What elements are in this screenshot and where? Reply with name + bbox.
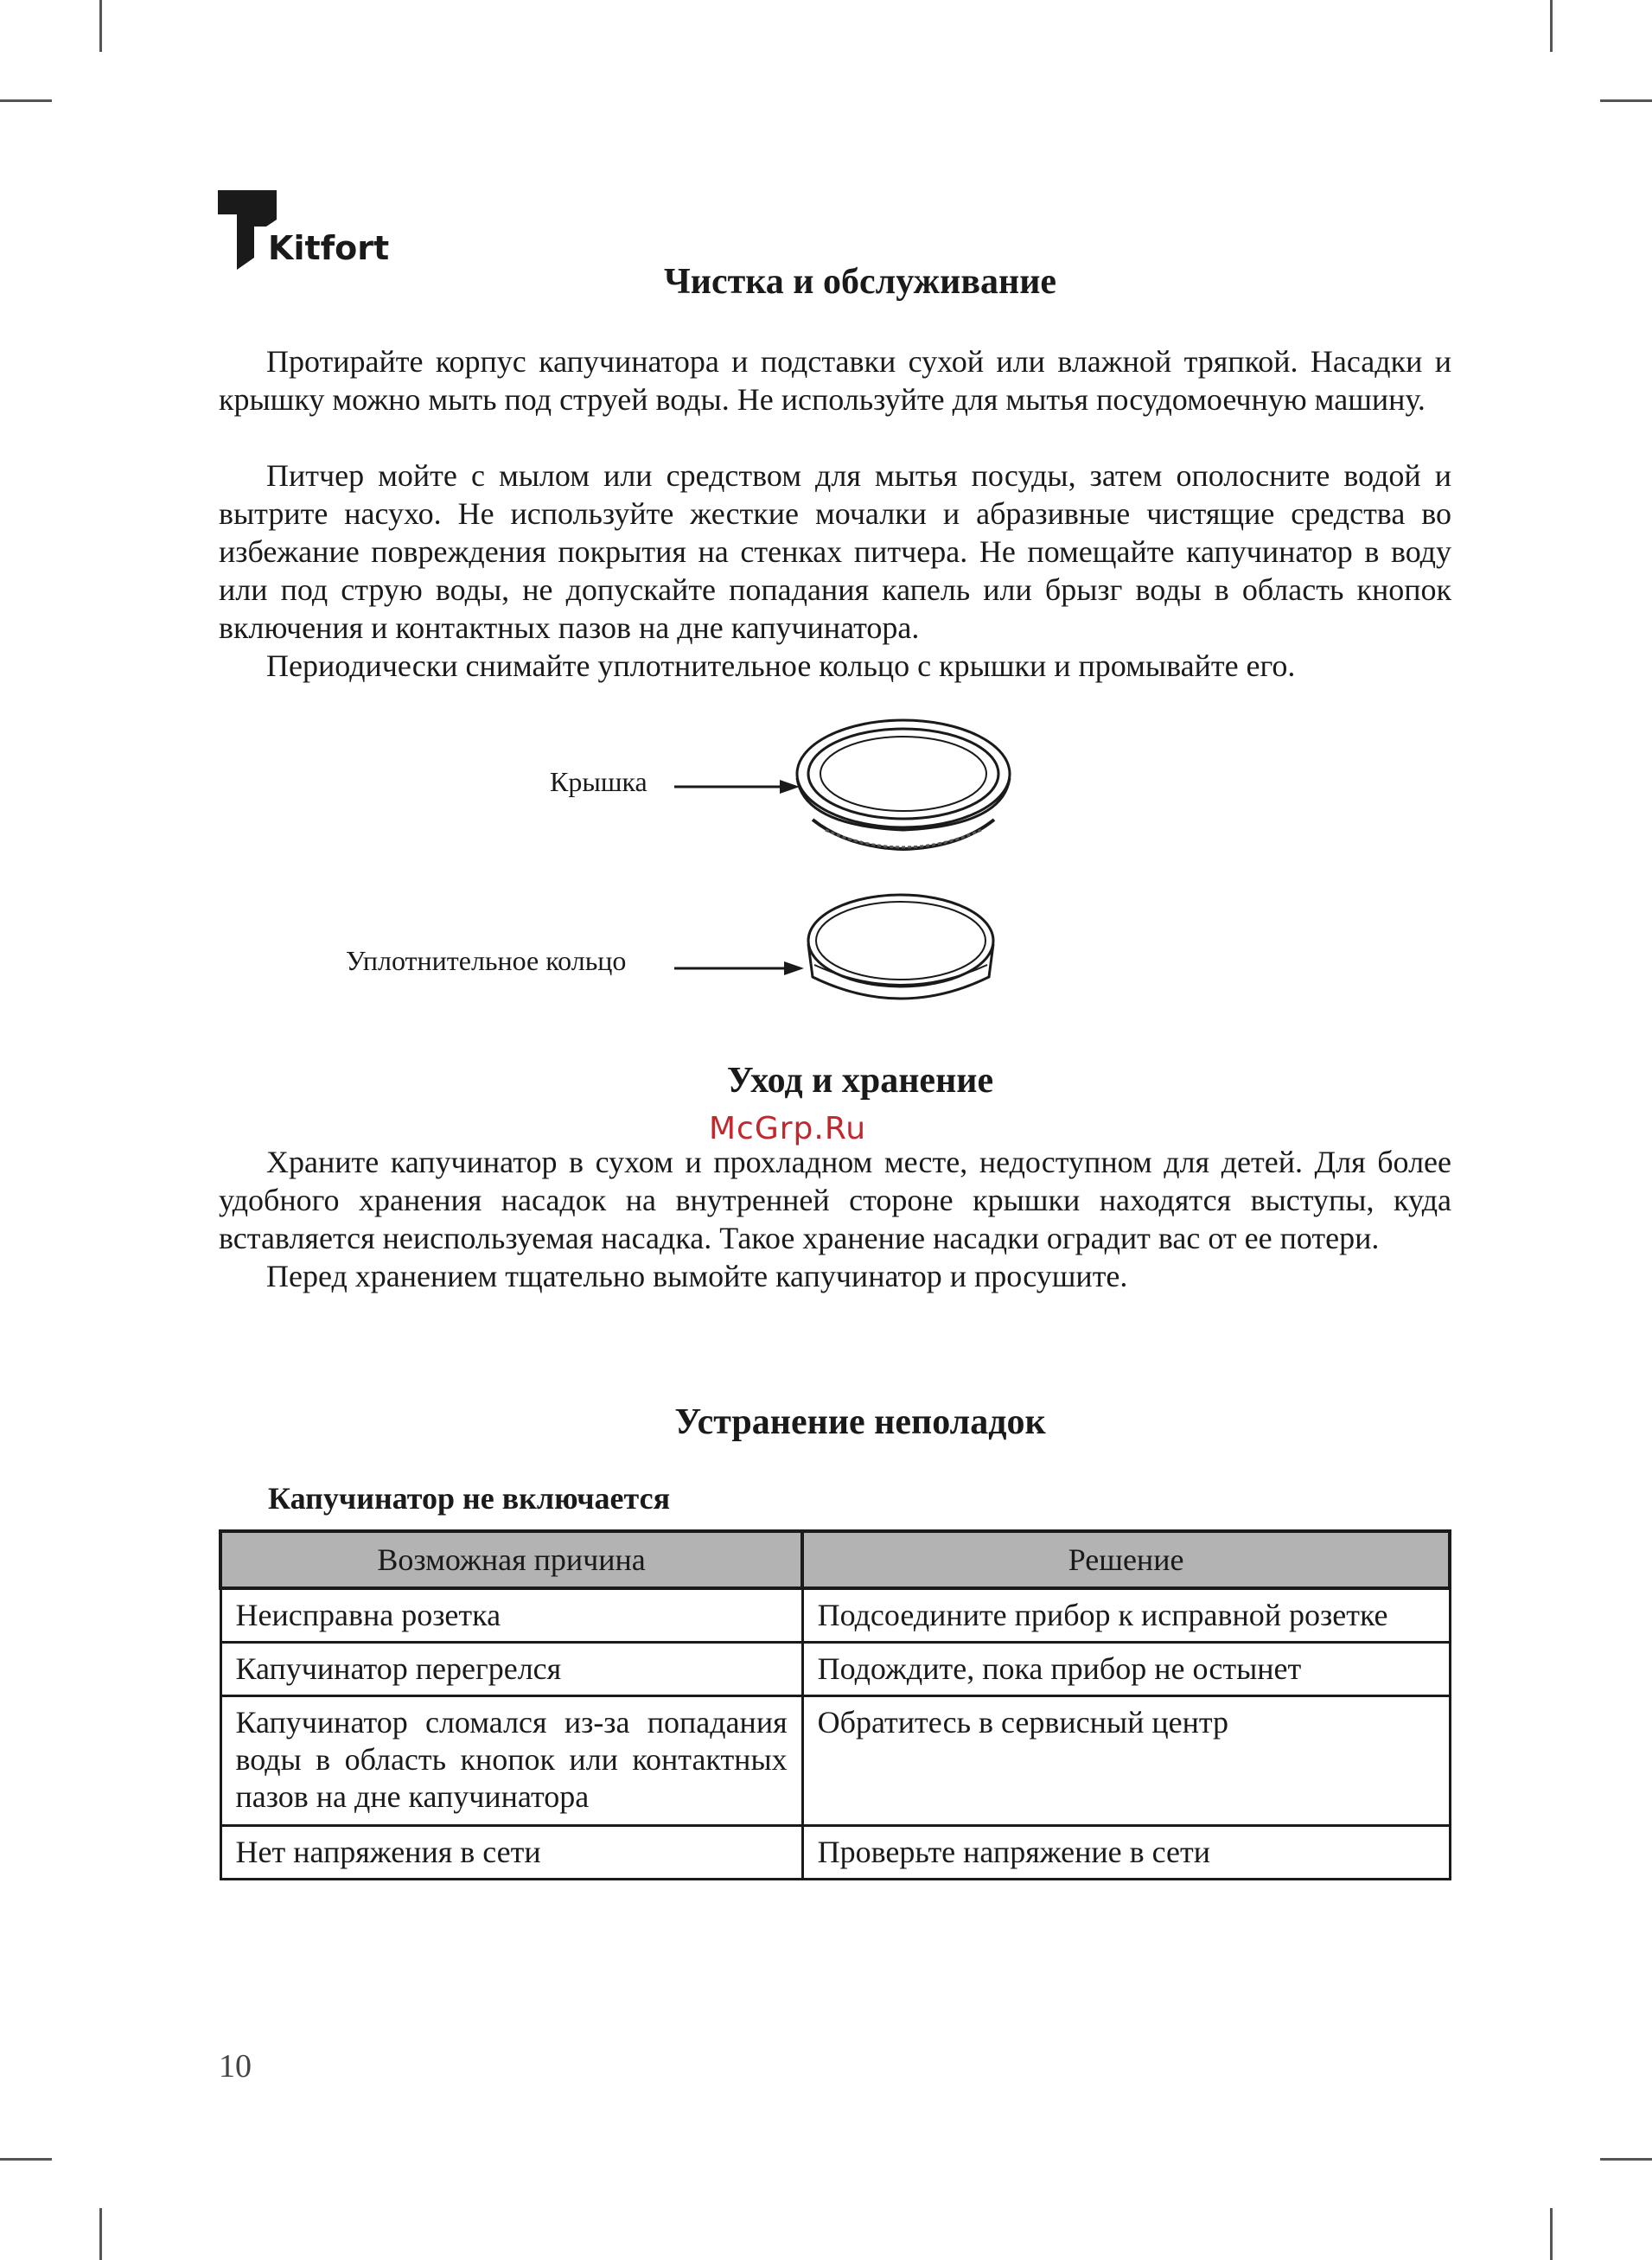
table-row (220, 1826, 1450, 1880)
figure-label-lid: Крышка (550, 766, 647, 797)
paragraph: Протирайте корпус капучинатора и подставки сухой или влажной тряпкой. Насадки и крышку можно мыть под струей воды. Не используйте для мытья посудомоечную машину. (219, 344, 1451, 417)
crop-mark (99, 2208, 102, 2260)
page-number: 10 (219, 2048, 252, 2084)
solution-cell: Подсоедините прибор к исправной розетке (802, 1588, 1450, 1643)
figure-label-seal-ring: Уплотнительное кольцо (346, 945, 627, 976)
crop-mark (0, 2158, 52, 2161)
crop-mark (1600, 2158, 1652, 2161)
lid-illustration (674, 709, 1020, 1037)
watermark: McGrp.Ru (709, 1111, 867, 1146)
paragraph: Храните капучинатор в сухом и прохладном месте, недоступном для детей. Для более удобного хранения насадок на внутренней стороне крышки находятся выступы, куда вставляется неиспользуемая насадка. Такое хранение насадки оградит вас от ее потери. (219, 1145, 1451, 1255)
crop-mark (99, 0, 102, 52)
solution-cell: Обратитесь в сервисный центр (802, 1696, 1450, 1826)
crop-mark (1550, 2208, 1553, 2260)
crop-mark (1550, 0, 1553, 52)
cause-cell: Нет напряжения в сети (220, 1826, 802, 1880)
section-title-storage: Уход и хранение (726, 1061, 994, 1101)
table-row (220, 1643, 1450, 1696)
column-header-cause: Возможная причина (220, 1531, 802, 1588)
brand-name: Kitfort (268, 229, 390, 267)
crop-mark (0, 99, 52, 102)
cause-cell: Неисправна розетка (220, 1588, 802, 1643)
crop-mark (1600, 99, 1652, 102)
table-row (220, 1588, 1450, 1643)
cause-cell: Капучинатор сломался из-за попадания воды в область кнопок или контактных пазов на дне капучинатора (220, 1696, 802, 1826)
paragraph: Периодически снимайте уплотнительное кольцо с крышки и промывайте его. (266, 648, 1296, 683)
paragraph: Перед хранением тщательно вымойте капучинатор и просушите. (266, 1259, 1128, 1293)
solution-cell: Проверьте напряжение в сети (802, 1826, 1450, 1880)
troubleshooting-table (219, 1529, 1451, 1880)
paragraph: Питчер мойте с мылом или средством для мытья посуды, затем ополосните водой и вытрите насухо. Не используйте жесткие мочалки и абразивные чистящие средства во избежание повреждения покрытия на стенках питчера. Не помещайте капучинатор в воду или под струю воды, не допускайте попадания капель или брызг воды в область кнопок включения и контактных пазов на дне капучинатора. (219, 458, 1451, 645)
table-header-row (220, 1531, 1450, 1588)
column-header-solution: Решение (802, 1531, 1450, 1588)
section-title-troubleshooting: Устранение неполадок (674, 1402, 1046, 1442)
subheading: Капучинатор не включается (268, 1481, 671, 1516)
cause-cell: Капучинатор перегрелся (220, 1643, 802, 1696)
table-row (220, 1696, 1450, 1826)
solution-cell: Подождите, пока прибор не остынет (802, 1643, 1450, 1696)
section-title-cleaning: Чистка и обслуживание (663, 262, 1057, 302)
